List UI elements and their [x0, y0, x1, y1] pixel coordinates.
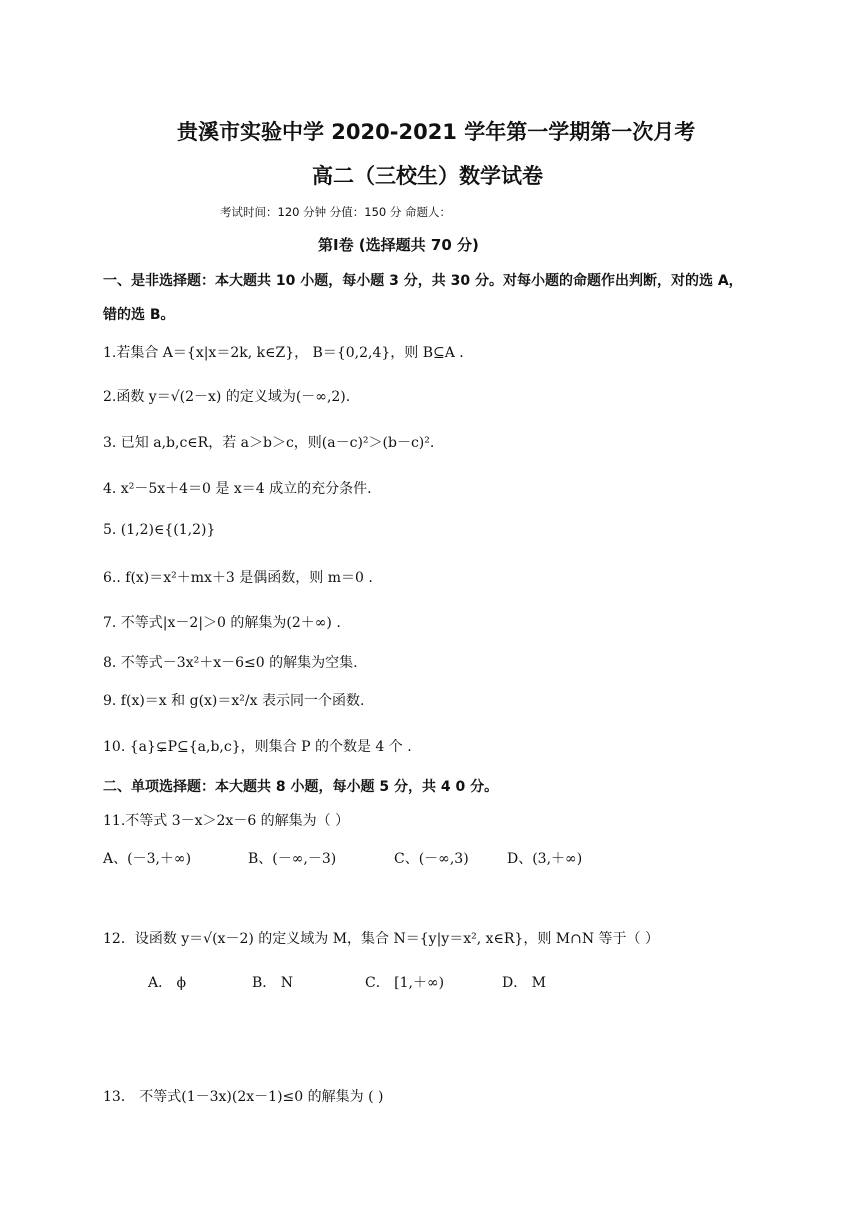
question-3: 3. 已知 a,b,c∈R，若 a＞b＞c，则(a－c)²＞(b－c)².	[103, 435, 435, 451]
question-12-option-b: B． N	[252, 975, 293, 991]
question-4: 4. x²－5x＋4＝0 是 x＝4 成立的充分条件.	[103, 481, 372, 497]
question-11-option-d: D、(3,＋∞)	[507, 851, 583, 867]
question-11-option-a: A、(－3,＋∞)	[103, 851, 192, 867]
question-11: 11.不等式 3－x＞2x－6 的解集为（ ）	[103, 813, 350, 829]
question-11-option-c: C、(－∞,3)	[394, 851, 469, 867]
question-6: 6.. f(x)＝x²＋mx＋3 是偶函数，则 m＝0 .	[103, 570, 373, 586]
question-12-option-d: D． M	[502, 975, 547, 991]
question-8: 8. 不等式－3x²＋x－6≤0 的解集为空集.	[103, 655, 358, 671]
question-12-option-c: C． [1,＋∞)	[365, 975, 445, 991]
section1-instruction-line1: 一、是非选择题：本大题共 10 小题，每小题 3 分，共 30 分。对每小题的命题作出判断，对的选 A，	[103, 273, 743, 289]
question-1: 1.若集合 A＝{x|x＝2k, k∈Z}， B＝{0,2,4}，则 B⊆A .	[103, 345, 464, 361]
section2-instruction: 二、单项选择题：本大题共 8 小题，每小题 5 分，共 4 0 分。	[103, 779, 499, 795]
title-line-2: 高二（三校生）数学试卷	[312, 164, 543, 188]
exam-info: 考试时间：120 分钟 分值：150 分 命题人：	[220, 205, 452, 219]
question-2: 2.函数 y＝√(2－x) 的定义域为(－∞,2).	[103, 389, 351, 405]
question-10: 10. {a}⊊P⊆{a,b,c}，则集合 P 的个数是 4 个 .	[103, 739, 412, 755]
question-13: 13． 不等式(1－3x)(2x－1)≤0 的解集为 ( )	[103, 1089, 384, 1105]
section1-instruction-line2: 错的选 B。	[103, 307, 175, 323]
part-heading: 第Ⅰ卷 (选择题共 70 分)	[318, 236, 479, 254]
question-5: 5. (1,2)∈{(1,2)}	[103, 522, 216, 538]
question-12-option-a: A． ϕ	[148, 975, 187, 991]
question-11-option-b: B、(－∞,－3)	[248, 851, 337, 867]
question-7: 7. 不等式|x－2|＞0 的解集为(2＋∞) .	[103, 615, 341, 631]
question-12: 12．设函数 y＝√(x－2) 的定义域为 M，集合 N＝{y|y＝x², x∈R}，则 M∩N 等于（ ）	[103, 931, 659, 947]
question-9: 9. f(x)＝x 和 g(x)＝x²/x 表示同一个函数.	[103, 693, 365, 709]
title-line-1: 贵溪市实验中学 2020-2021 学年第一学期第一次月考	[177, 120, 696, 144]
